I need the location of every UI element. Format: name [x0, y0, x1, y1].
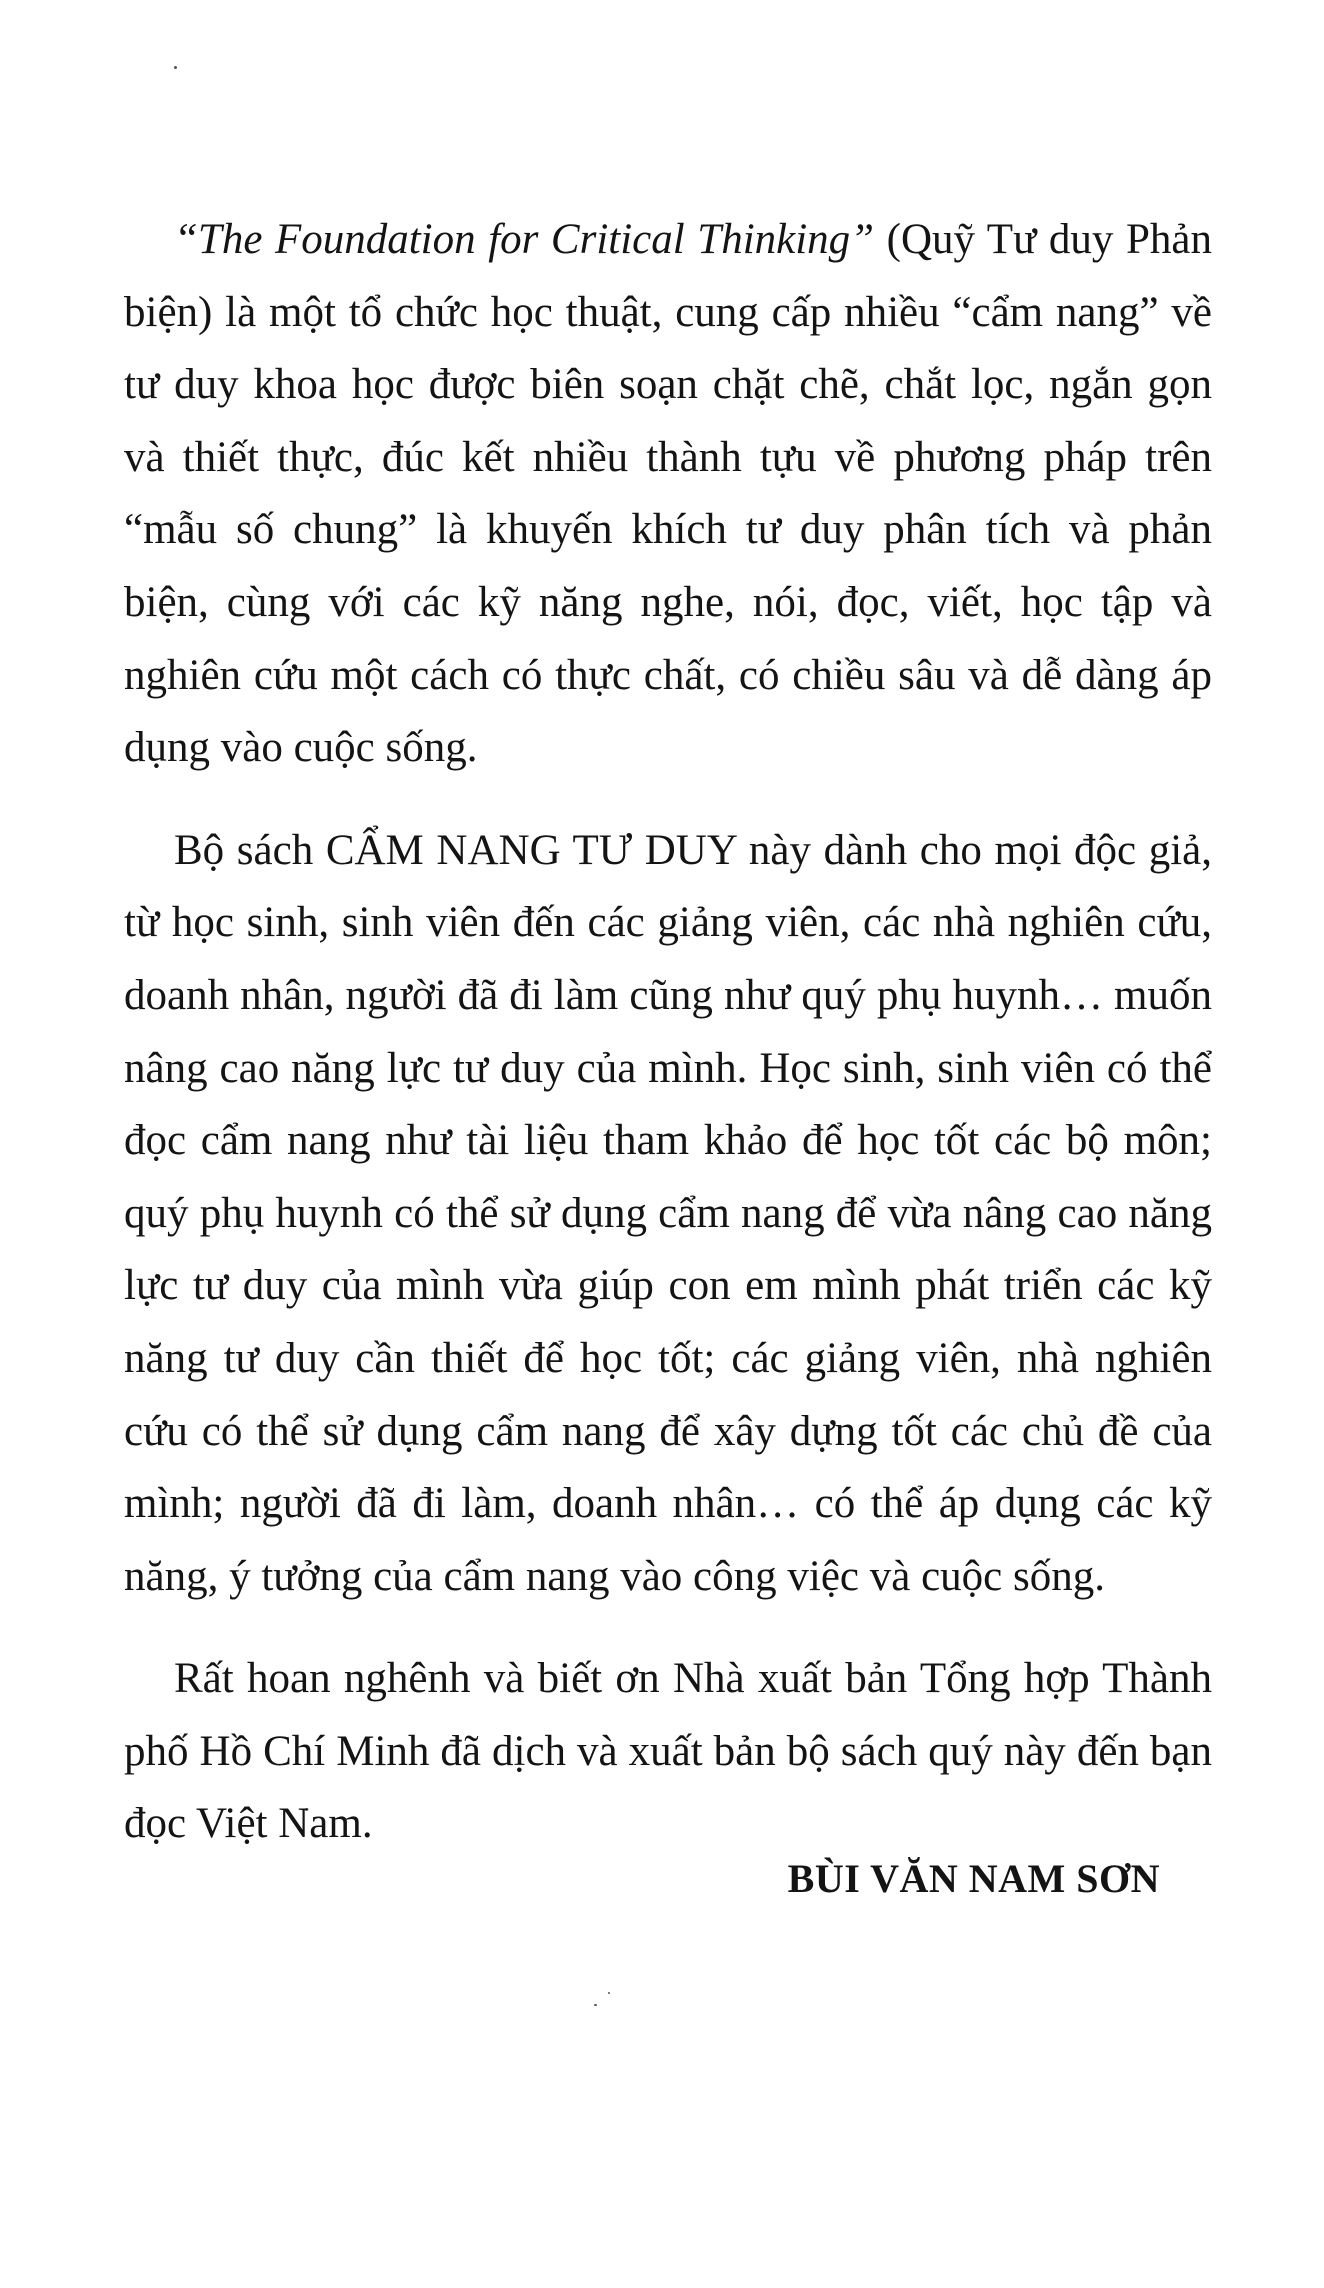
print-speck: [174, 66, 177, 69]
paragraph-thanks: Rất hoan nghênh và biết ơn Nhà xuất bản Tổng hợp Thành phố Hồ Chí Minh đã dịch và xuất bản bộ sách quý này đến bạn đọc Việt Nam.: [124, 1655, 1212, 1848]
print-speck: [594, 2004, 597, 2006]
author-signature: BÙI VĂN NAM SƠN: [787, 1856, 1160, 1901]
paragraph-audience: Bộ sách CẨM NANG TƯ DUY này dành cho mọi độc giả, từ học sinh, sinh viên đến các giảng viên, các nhà nghiên cứu, doanh nhân, người đã đi làm cũng như quý phụ huynh… muốn nâng cao năng lực tư duy của mình. Học sinh, sinh viên có thể đọc cẩm nang như tài liệu tham khảo để học tốt các bộ môn; quý phụ huynh có thể sử dụng cẩm nang để vừa nâng cao năng lực tư duy của mình vừa giúp con em mình phát triển các kỹ năng tư duy cần thiết để học tốt; các giảng viên, nhà nghiên cứu có thể sử dụng cẩm nang để xây dựng tốt các chủ đề của mình; người đã đi làm, doanh nhân… có thể áp dụng các kỹ năng, ý tưởng của cẩm nang vào công việc và cuộc sống.: [124, 826, 1212, 1600]
foundation-title: “The Foundation for Critical Thinking”: [174, 216, 875, 263]
preface-body: [124, 204, 1212, 1891]
paragraph-foundation-text: (Quỹ Tư duy Phản biện) là một tổ chức học thuật, cung cấp nhiều “cẩm nang” về tư duy khoa học được biên soạn chặt chẽ, chắt lọc, ngắn gọn và thiết thực, đúc kết nhiều thành tựu về phương pháp trên “mẫu số chung” là khuyến khích tư duy phân tích và phản biện, cùng với các kỹ năng nghe, nói, đọc, viết, học tập và nghiên cứu một cách có thực chất, có chiều sâu và dễ dàng áp dụng vào cuộc sống.: [124, 216, 1212, 772]
print-speck: [608, 1992, 610, 1994]
paragraph-foundation: [124, 204, 1212, 785]
